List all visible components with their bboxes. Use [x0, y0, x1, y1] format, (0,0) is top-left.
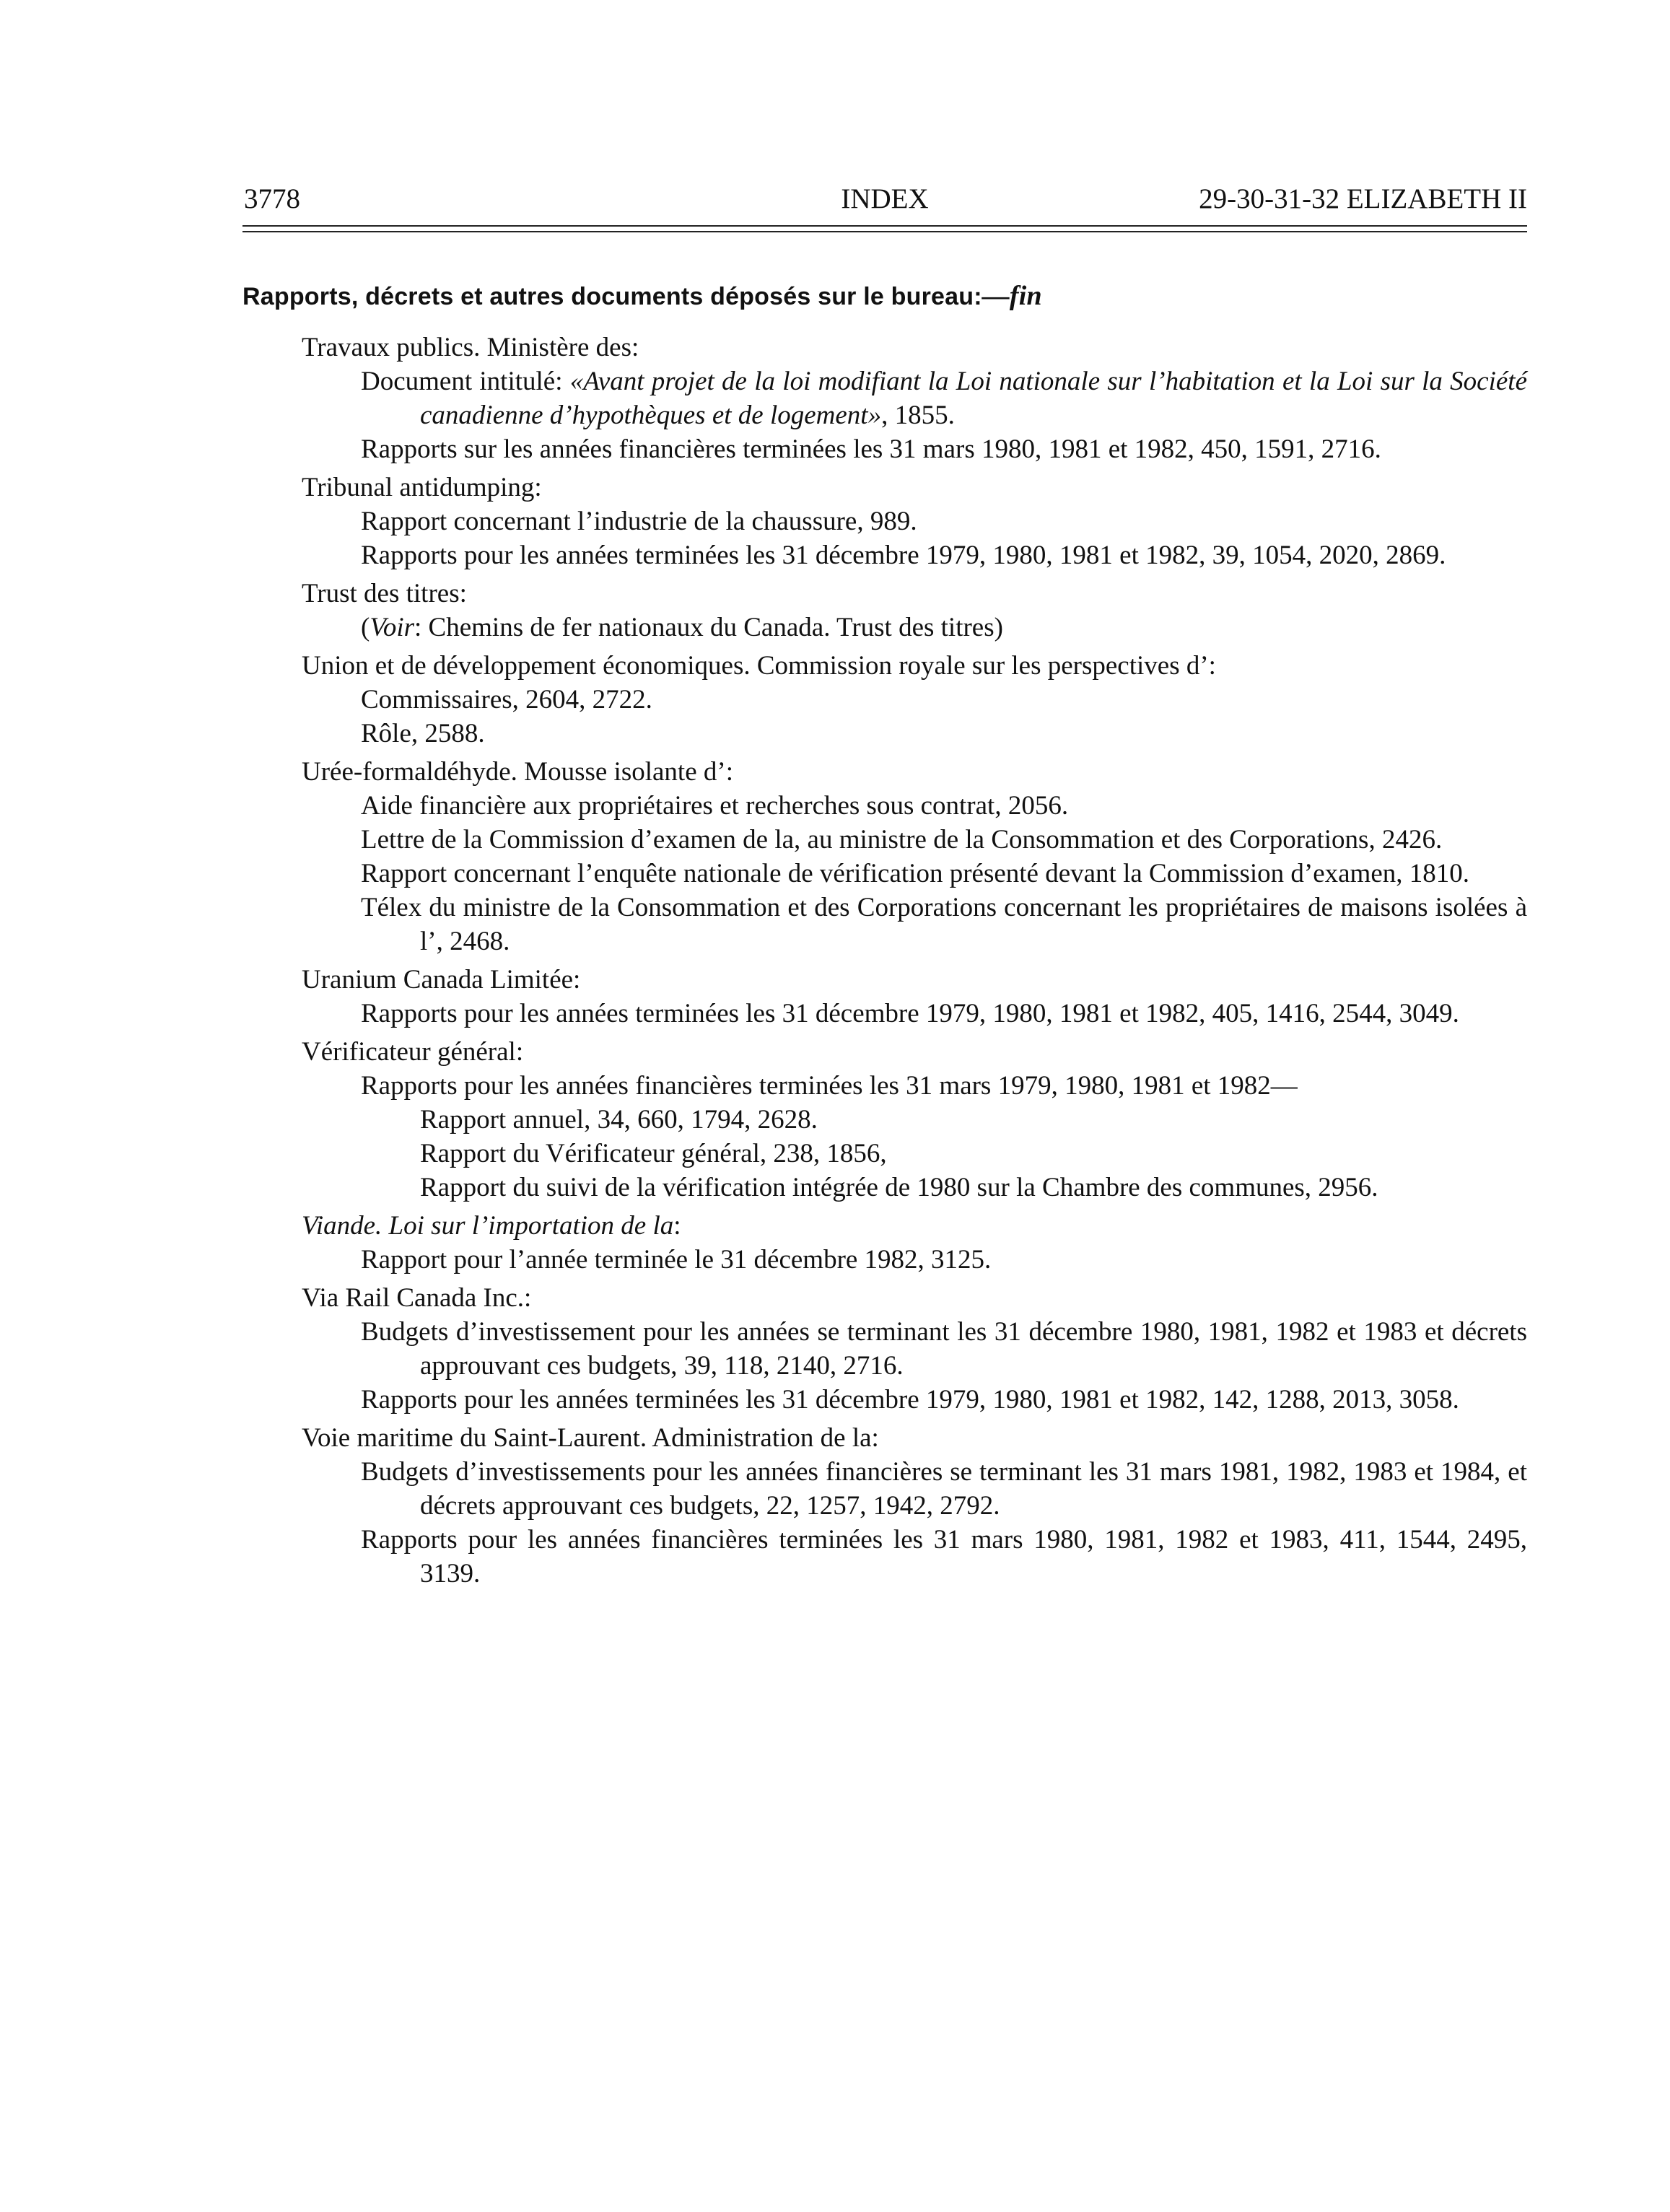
index-subentry: Rapports pour les années financières terminées les 31 mars 1980, 1981, 1982 et 1983, 411, 1544, 2495, 3139. — [361, 1525, 1527, 1588]
index-subentry: Rapport pour l’année terminée le 31 décembre 1982, 3125. — [361, 1245, 992, 1275]
viande-heading-colon: : — [673, 1211, 681, 1241]
index-heading-union: Union et de développement économiques. Commission royale sur les perspectives d’: — [302, 651, 1216, 681]
voir-label: Voir — [370, 613, 415, 642]
header-volume: 29-30-31-32 ELIZABETH II — [1199, 183, 1527, 214]
index-entries — [242, 331, 1527, 1591]
doc-suffix: , 1855. — [881, 401, 955, 430]
viande-heading-text: Viande. Loi sur l’importation de la — [302, 1211, 674, 1241]
index-heading-trust: Trust des titres: — [302, 579, 467, 608]
index-subentry: Rapport concernant l’industrie de la chaussure, 989. — [361, 507, 917, 536]
index-heading-uranium: Uranium Canada Limitée: — [302, 965, 581, 994]
index-heading-viande — [242, 1209, 1527, 1243]
index-subentry: Budgets d’investissement pour les années se terminant les 31 décembre 1980, 1981, 1982 et 1983 et décrets approuvant ces budgets, 39, 118, 2140, 2716. — [361, 1317, 1527, 1381]
doc-prefix: Document intitulé: — [361, 367, 570, 396]
index-cross-reference — [361, 611, 1527, 644]
index-subentry: Lettre de la Commission d’examen de la, au ministre de la Consommation et des Corporations, 2426. — [361, 825, 1443, 854]
page-number: 3778 — [244, 183, 300, 214]
voir-open: ( — [361, 613, 370, 642]
index-heading-tribunal: Tribunal antidumping: — [302, 473, 542, 502]
index-subentry: Rôle, 2588. — [361, 719, 485, 748]
section-continuation: —fin — [982, 281, 1042, 311]
voir-text: : Chemins de fer nationaux du Canada. Trust des titres) — [414, 613, 1003, 642]
index-subsubentry: Rapport annuel, 34, 660, 1794, 2628. — [420, 1105, 818, 1135]
running-header — [242, 179, 1527, 219]
section-title-text: Rapports, décrets et autres documents déposés sur le bureau: — [242, 283, 982, 310]
index-heading-travaux-publics: Travaux publics. Ministère des: — [302, 333, 639, 362]
header-double-rule — [242, 225, 1527, 232]
index-subentry: Rapport concernant l’enquête nationale de vérification présenté devant la Commission d’examen, 1810. — [361, 859, 1470, 888]
index-subsubentry: Rapport du Vérificateur général, 238, 1856, — [420, 1139, 887, 1168]
index-subsubentry: Rapport du suivi de la vérification intégrée de 1980 sur la Chambre des communes, 2956. — [420, 1173, 1378, 1202]
index-heading-verificateur: Vérificateur général: — [302, 1037, 524, 1067]
index-subentry: Rapports pour les années terminées les 31 décembre 1979, 1980, 1981 et 1982, 142, 1288, 2013, 3058. — [361, 1385, 1459, 1415]
header-title: INDEX — [841, 183, 929, 214]
index-subentry: Rapports pour les années financières terminées les 31 mars 1979, 1980, 1981 et 1982— — [361, 1071, 1298, 1101]
section-title — [242, 280, 1527, 312]
index-heading-uree: Urée-formaldéhyde. Mousse isolante d’: — [302, 757, 733, 787]
index-heading-voie-maritime: Voie maritime du Saint-Laurent. Administration de la: — [302, 1423, 879, 1453]
index-subentry: Télex du ministre de la Consommation et des Corporations concernant les propriétaires de maisons isolées à l’, 2468. — [361, 893, 1527, 956]
doc-title: «Avant projet de la loi modifiant la Loi nationale sur l’habitation et la Loi sur la Société canadienne d’hypothèques et de logement» — [420, 367, 1528, 430]
index-subentry: Rapports pour les années terminées les 31 décembre 1979, 1980, 1981 et 1982, 39, 1054, 2020, 2869. — [361, 541, 1446, 570]
index-heading-via-rail: Via Rail Canada Inc.: — [302, 1283, 532, 1313]
index-subentry: Commissaires, 2604, 2722. — [361, 685, 652, 714]
document-page — [242, 179, 1527, 1591]
index-subentry — [361, 364, 1528, 432]
index-subentry: Rapports pour les années terminées les 31 décembre 1979, 1980, 1981 et 1982, 405, 1416, 2544, 3049. — [361, 999, 1459, 1028]
index-subentry: Budgets d’investissements pour les années financières se terminant les 31 mars 1981, 1982, 1983 et 1984, et décrets approuvant ces budgets, 22, 1257, 1942, 2792. — [361, 1457, 1527, 1521]
index-subentry: Aide financière aux propriétaires et recherches sous contrat, 2056. — [361, 791, 1069, 821]
index-subentry: Rapports sur les années financières terminées les 31 mars 1980, 1981 et 1982, 450, 1591, 2716. — [361, 434, 1381, 464]
